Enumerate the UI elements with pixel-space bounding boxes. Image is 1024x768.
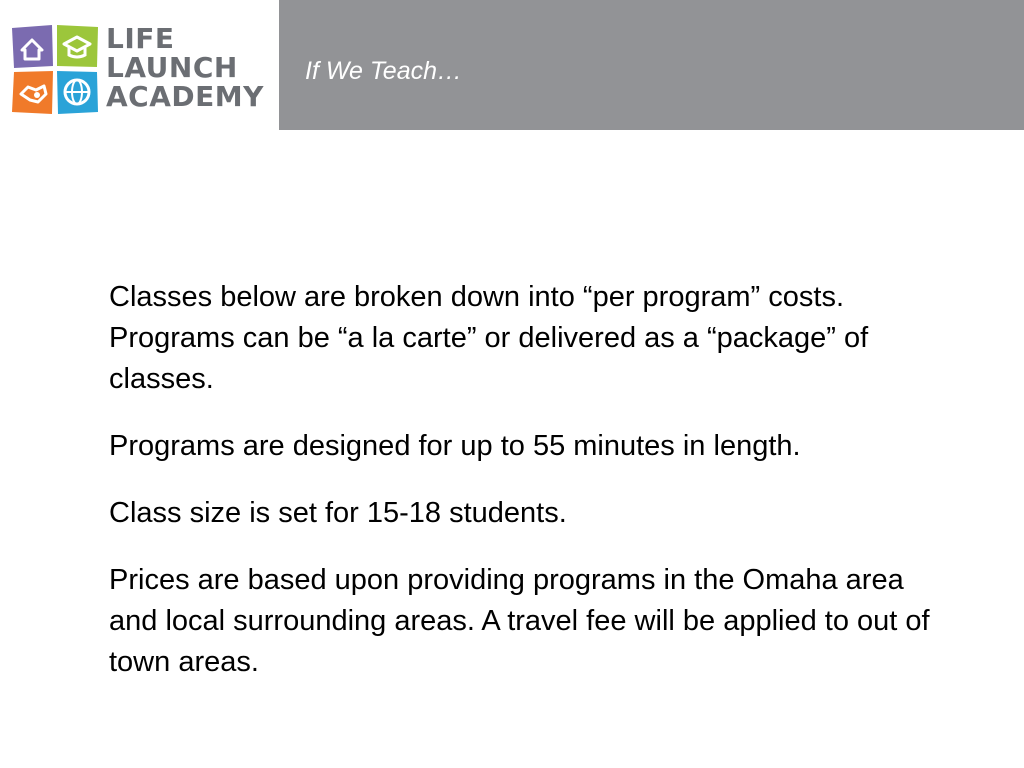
body-text [109,277,949,709]
logo-wordmark [106,24,264,111]
paragraph-2: Programs are designed for up to 55 minutes in length. [109,430,801,462]
header-bar [279,0,1024,130]
handshake-icon [12,71,53,114]
logo [0,0,278,130]
logo-line-1: LIFE [106,22,175,55]
house-icon [12,25,53,68]
paragraph-4: Prices are based upon providing programs in the Omaha area and local surrounding areas. A travel fee will be applied to out of town areas. [109,564,930,678]
logo-line-3: ACADEMY [106,80,264,113]
graduation-cap-icon [57,25,98,67]
slide-title: If We Teach… [305,57,463,85]
globe-icon [57,71,98,114]
logo-mark [10,24,100,116]
paragraph-3: Class size is set for 15-18 students. [109,497,567,529]
paragraph-1: Classes below are broken down into “per program” costs. Programs can be “a la carte” or delivered as a “package” of classes. [109,281,869,395]
logo-line-2: LAUNCH [106,51,238,84]
